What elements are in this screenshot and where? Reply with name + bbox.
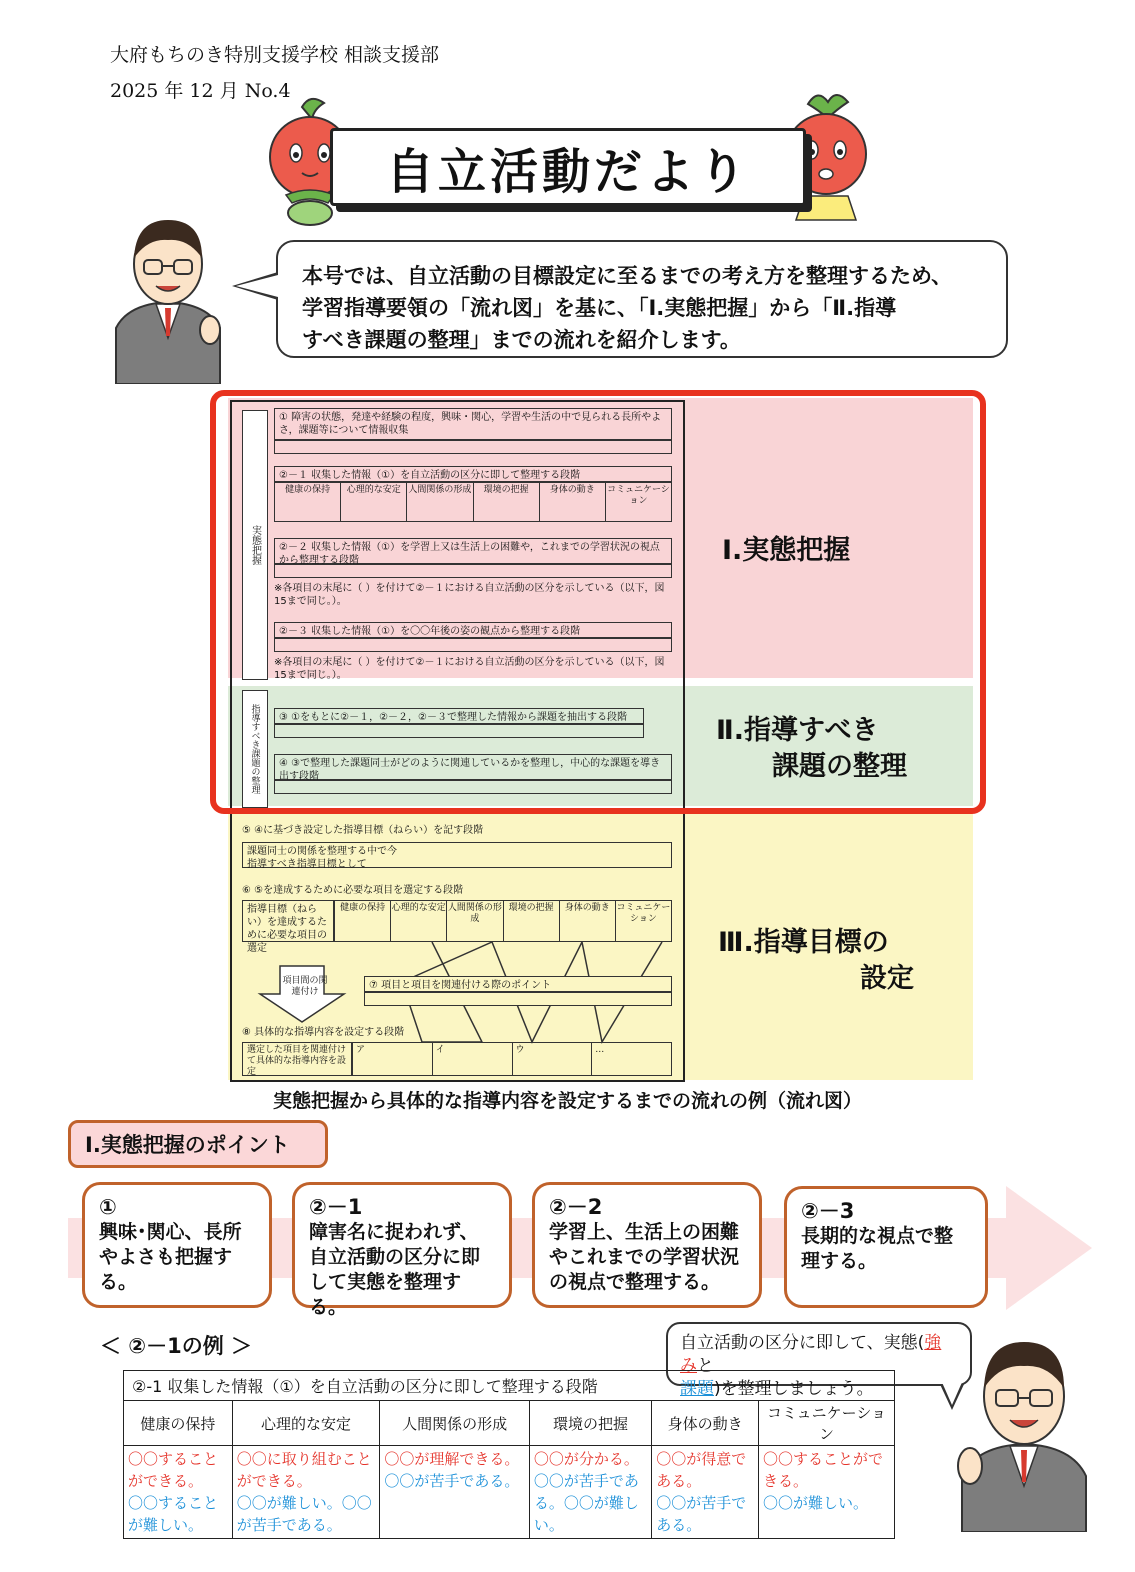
ex-cell-health <box>124 1446 233 1539</box>
point-card-4 <box>784 1186 988 1308</box>
point-card-2-text: 障害名に捉われず、自立活動の区分に即して実態を整理する。 <box>309 1221 481 1318</box>
points-heading: Ⅰ.実態把握のポイント <box>68 1120 328 1168</box>
points-arrow-head-icon <box>1006 1186 1092 1310</box>
point-card-3 <box>532 1182 762 1308</box>
issue-number: 2025 年 12 月 No.4 <box>110 80 291 102</box>
ex-issue-communication: 〇〇が難しい。 <box>763 1494 869 1512</box>
point-card-2 <box>292 1182 512 1318</box>
s8-col-more: … <box>595 1045 605 1055</box>
speech-bubble-tail-inner <box>236 275 278 297</box>
example-title: ＜ ②－1の例 ＞ <box>100 1334 253 1358</box>
point-card-2-number: ②－1 <box>309 1195 363 1219</box>
step-6-label: ⑥ ⑤を達成するために必要な項目を選定する段階 <box>242 885 464 896</box>
point-card-3-text: 学習上、生活上の困難やこれまでの学習状況の視点で整理する。 <box>549 1221 740 1293</box>
stage-2-label-line2: 課題の整理 <box>772 751 907 782</box>
cat-environment: 環境の把握 <box>474 483 540 521</box>
ex-strength-health: 〇〇することができる。 <box>128 1450 219 1490</box>
point-card-3-number: ②－2 <box>549 1195 603 1219</box>
s6-cat-body: 身体の動き <box>560 901 616 941</box>
step-8-label: ⑧ 具体的な指導内容を設定する段階 <box>242 1027 405 1038</box>
point-card-4-number: ②－3 <box>801 1199 855 1223</box>
note-1: ※各項目の末尾に（ ）を付けて②－１における自立活動の区分を示している（以下，図15まで同じ。）。 <box>274 583 665 607</box>
ex-issue-health: 〇〇することが難しい。 <box>128 1494 219 1534</box>
ex-strength-communication: 〇〇することができる。 <box>763 1450 884 1490</box>
teacher-illustration-icon <box>108 208 230 384</box>
example-table-caption: ②-1 収集した情報（①）を自立活動の区分に即して整理する段階 <box>124 1371 895 1401</box>
point-card-1 <box>82 1182 272 1308</box>
stage-1-label: Ⅰ.実態把握 <box>722 535 851 566</box>
flow-chart-caption: 実態把握から具体的な指導内容を設定するまでの流れの例（流れ図） <box>272 1090 862 1112</box>
step-2-2-box: ②－２ 収集した情報（①）を学習上又は生活上の困難や，これまでの学習状況の視点から整理する段階 <box>274 538 672 564</box>
step-8-row: 選定した項目を関連付けて具体的な指導内容を設定 <box>242 1042 352 1076</box>
step-7-input <box>364 992 672 1006</box>
point-card-4-text: 長期的な視点で整理する。 <box>801 1225 954 1272</box>
example-table <box>123 1370 895 1539</box>
ex-cell-environment <box>529 1446 651 1539</box>
step-2-1-box: ②－１ 収集した情報（①）を自立活動の区分に即して整理する段階 <box>274 466 672 482</box>
school-name: 大府もちのき特別支援学校 相談支援部 <box>110 44 440 66</box>
ex-strength-body: 〇〇が得意である。 <box>656 1450 747 1490</box>
intro-line-3: すべき課題の整理」までの流れを紹介します。 <box>302 328 741 352</box>
ex-header-health: 健康の保持 <box>124 1401 233 1446</box>
ex-header-psych: 心理的な安定 <box>232 1401 380 1446</box>
side-label-assessment: 実態把握 <box>242 410 268 680</box>
intro-line-1: 本号では、自立活動の目標設定に至るまでの考え方を整理するため、 <box>302 264 953 288</box>
cat-health: 健康の保持 <box>275 483 341 521</box>
newsletter-title-band <box>330 128 806 206</box>
step-3-box: ③ ①をもとに②－１，②－２，②－３で整理した情報から課題を抽出する段階 <box>274 708 644 724</box>
side-label-issues: 指導すべき課題の整理 <box>242 690 268 808</box>
s6-cat-health: 健康の保持 <box>335 901 391 941</box>
bubble2-post: )を整理しましょう。 <box>714 1379 874 1399</box>
bubble2-pre: 自立活動の区分に即して、実態( <box>680 1333 925 1353</box>
ex-issue-psych: 〇〇が難しい。〇〇が苦手である。 <box>236 1494 372 1534</box>
s6-cat-environment: 環境の把握 <box>504 901 560 941</box>
cat-communication: コミュニケーション <box>607 485 670 506</box>
ex-header-body: 身体の動き <box>652 1401 759 1446</box>
newsletter-title: 自立活動だより <box>385 143 750 200</box>
teacher-bottom-illustration-icon <box>948 1326 1098 1532</box>
step-6-categories <box>334 900 672 942</box>
note-2: ※各項目の末尾に（ ）を付けて②－１における自立活動の区分を示している（以下，図15まで同じ。）。 <box>274 657 665 681</box>
step-6-row: 指導目標（ねらい）を達成するために必要な項目の選定 <box>242 900 334 942</box>
ex-header-relations: 人間関係の形成 <box>380 1401 530 1446</box>
bubble2-mid: と <box>697 1356 714 1376</box>
ex-cell-psych <box>232 1446 380 1539</box>
ex-cell-body <box>652 1446 759 1539</box>
step-5-label: ⑤ ④に基づき設定した指導目標（ねらい）を記す段階 <box>242 825 484 836</box>
step-7-box: ⑦ 項目と項目を関連付ける際のポイント <box>364 976 672 992</box>
ex-cell-relations <box>380 1446 530 1539</box>
s8-col-i: イ <box>433 1043 513 1075</box>
link-label: 項目間の関連付け <box>282 976 328 997</box>
bubble2-strength: 強み <box>680 1333 942 1376</box>
ex-header-environment: 環境の把握 <box>529 1401 651 1446</box>
ex-issue-relations: 〇〇が苦手である。 <box>384 1472 520 1490</box>
cat-psych: 心理的な安定 <box>341 483 407 521</box>
step-4-box: ④ ③で整理した課題同士がどのように関連しているかを整理し，中心的な課題を導き出す段階 <box>274 754 672 780</box>
intro-line-2: 学習指導要領の「流れ図」を基に、「Ⅰ.実態把握」から「Ⅱ.指導 <box>302 296 897 320</box>
ex-issue-body: 〇〇が苦手である。 <box>656 1494 747 1534</box>
step-2-3-box: ②－３ 収集した情報（①）を〇〇年後の姿の観点から整理する段階 <box>274 622 672 638</box>
stage-3-label-line1: Ⅲ.指導目標の <box>718 927 889 958</box>
step-1-box: ① 障害の状態，発達や経験の程度，興味・関心，学習や生活の中で見られる長所やよさ，課題等について情報収集 <box>274 408 672 440</box>
s6-cat-relations: 人間関係の形成 <box>447 901 503 941</box>
intro-speech-bubble <box>276 240 1008 358</box>
ex-issue-environment: 〇〇が苦手である。〇〇が難しい。 <box>533 1472 639 1534</box>
s6-cat-psych: 心理的な安定 <box>391 901 447 941</box>
stage-3-label-line2: 設定 <box>860 963 914 994</box>
step-5-row: 課題同士の関係を整理する中で今指導すべき指導目標として <box>242 842 672 868</box>
s8-col-a: ア <box>353 1043 433 1075</box>
point-card-1-text: 興味･関心、長所やよさも把握する。 <box>99 1221 242 1293</box>
ex-header-communication: コミュニケーション <box>759 1401 895 1446</box>
bubble2-issue: 課題 <box>680 1379 714 1399</box>
cat-body: 身体の動き <box>540 483 606 521</box>
s6-cat-communication: コミュニケーション <box>616 903 671 924</box>
cat-relations: 人間関係の形成 <box>407 483 473 521</box>
ex-strength-psych: 〇〇に取り組むことができる。 <box>236 1450 372 1490</box>
stage-2-label-line1: Ⅱ.指導すべき <box>716 715 879 746</box>
ex-strength-relations: 〇〇が理解できる。 <box>384 1450 520 1468</box>
point-card-1-number: ① <box>99 1195 117 1219</box>
ex-cell-communication <box>759 1446 895 1539</box>
s8-col-u: ウ <box>513 1043 593 1075</box>
ex-strength-environment: 〇〇が分かる。 <box>533 1450 639 1468</box>
step-8-columns <box>352 1042 672 1076</box>
